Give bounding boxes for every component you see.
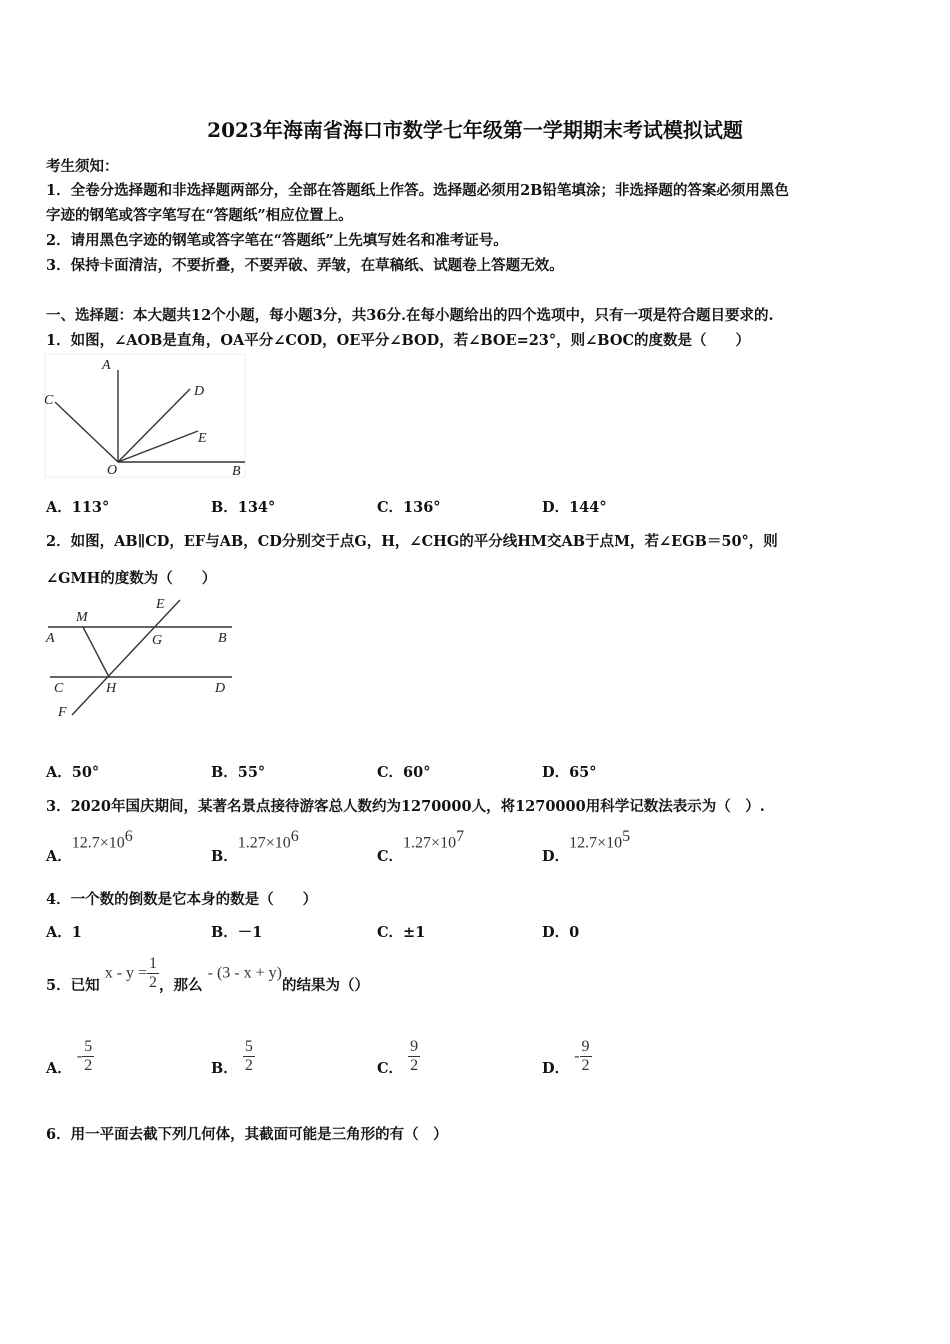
q6-stem: 6．用一平面去截下列几何体，其截面可能是三角形的有（ ） bbox=[46, 1126, 448, 1143]
q2-label-b: B bbox=[218, 631, 227, 646]
q5-cond-num: 1 bbox=[149, 955, 158, 972]
q3-option-d[interactable] bbox=[542, 828, 631, 866]
q5-prefix: 5．已知 bbox=[46, 977, 100, 994]
q2-label-h: H bbox=[106, 681, 117, 696]
q5-cond-den: 2 bbox=[149, 974, 158, 991]
q2-label-f: F bbox=[58, 705, 67, 720]
q3-option-c[interactable] bbox=[377, 828, 465, 866]
q5-option-c-fraction bbox=[408, 1038, 420, 1075]
notice-line3: 3．保持卡面清洁，不要折叠，不要弄破、弄皱，在草稿纸、试题卷上答题无效。 bbox=[46, 257, 564, 274]
notice-line2: 2．请用黑色字迹的钢笔或答字笔在“答题纸”上先填写姓名和准考证号。 bbox=[46, 232, 508, 249]
q3-option-c-exp: 7 bbox=[456, 828, 465, 845]
q3-option-a[interactable] bbox=[46, 828, 133, 866]
q1-label-c: C bbox=[44, 393, 54, 408]
q1-label-b: B bbox=[232, 464, 241, 479]
q5-option-c-label: C． bbox=[377, 1060, 404, 1077]
q5-stem bbox=[46, 955, 369, 992]
q5-option-d-fraction bbox=[580, 1038, 592, 1075]
q1-label-d: D bbox=[194, 384, 205, 399]
q3-option-c-label: C． bbox=[377, 848, 404, 866]
q2-figure bbox=[40, 590, 240, 722]
q5-option-d-label: D． bbox=[542, 1060, 570, 1077]
line-ef bbox=[72, 600, 180, 715]
q2-label-d: D bbox=[215, 681, 226, 696]
q1-figure bbox=[40, 352, 250, 480]
q2-option-d[interactable]: D．65° bbox=[542, 764, 597, 781]
q5-option-a[interactable] bbox=[46, 1038, 94, 1075]
q2-label-a: A bbox=[46, 631, 55, 646]
q2-label-g: G bbox=[152, 633, 163, 648]
q5-option-b-label: B． bbox=[211, 1060, 238, 1077]
q2-label-c: C bbox=[54, 681, 64, 696]
q5-option-c[interactable] bbox=[377, 1038, 420, 1075]
q3-option-b-mantissa: 1.27×10 bbox=[237, 834, 291, 852]
q4-option-a[interactable]: A．1 bbox=[46, 924, 82, 941]
guide bbox=[108, 627, 110, 677]
q3-option-c-mantissa: 1.27×10 bbox=[403, 834, 457, 852]
q5-middle: ，那么 bbox=[159, 977, 203, 994]
q2-option-a[interactable]: A．50° bbox=[46, 764, 100, 781]
notice-heading: 考生须知： bbox=[46, 158, 119, 175]
ray-oe bbox=[118, 431, 198, 462]
q5-option-b[interactable] bbox=[211, 1038, 255, 1075]
q2-label-e: E bbox=[156, 597, 165, 612]
page-title: 2023年海南省海口市数学七年级第一学期期末考试模拟试题 bbox=[207, 118, 743, 142]
q2-stem-line2: ∠GMH的度数为（ ） bbox=[46, 570, 217, 587]
notice-line1b: 字迹的钢笔或答字笔写在“答题纸”相应位置上。 bbox=[46, 207, 353, 224]
ray-oc bbox=[55, 402, 118, 462]
q3-option-a-mantissa: 12.7×10 bbox=[71, 834, 125, 852]
q5-b-num: 5 bbox=[244, 1038, 253, 1055]
q5-d-den: 2 bbox=[581, 1057, 590, 1074]
q1-figure-frame bbox=[45, 354, 245, 477]
q5-suffix: 的结果为（） bbox=[281, 977, 369, 994]
q1-label-e: E bbox=[198, 431, 207, 446]
q5-b-den: 2 bbox=[244, 1057, 253, 1074]
q1-label-a: A bbox=[102, 358, 111, 373]
q1-option-a[interactable]: A．113° bbox=[46, 499, 110, 516]
q3-option-b-exp: 6 bbox=[290, 828, 299, 845]
q3-option-a-exp: 6 bbox=[124, 828, 133, 845]
q5-option-d-sign: - bbox=[574, 1047, 580, 1065]
q1-option-d[interactable]: D．144° bbox=[542, 499, 607, 516]
q3-option-d-mantissa: 12.7×10 bbox=[569, 834, 623, 852]
q3-option-b-label: B． bbox=[211, 848, 238, 866]
q3-option-a-label: A． bbox=[46, 848, 72, 866]
q4-option-b[interactable]: B．－1 bbox=[211, 924, 263, 941]
q5-option-b-fraction bbox=[243, 1038, 255, 1075]
q5-d-num: 9 bbox=[581, 1038, 590, 1055]
q5-option-d[interactable] bbox=[542, 1038, 592, 1075]
q1-option-b[interactable]: B．134° bbox=[211, 499, 276, 516]
q3-option-d-label: D． bbox=[542, 848, 570, 866]
q2-option-b[interactable]: B．55° bbox=[211, 764, 266, 781]
line-hm bbox=[83, 627, 109, 677]
q5-condition-lhs: x - y = bbox=[104, 964, 148, 982]
q1-stem: 1．如图，∠AOB是直角，OA平分∠COD，OE平分∠BOD，若∠BOE=23°，则∠BOC的度数是（ ） bbox=[46, 332, 750, 349]
q1-option-c[interactable]: C．136° bbox=[377, 499, 441, 516]
q5-condition-fraction bbox=[147, 955, 159, 992]
q2-label-m: M bbox=[76, 610, 88, 625]
q5-c-den: 2 bbox=[410, 1057, 419, 1074]
q5-expression: - (3 - x + y) bbox=[207, 964, 282, 982]
q5-option-a-label: A． bbox=[46, 1060, 72, 1077]
q5-option-a-sign: - bbox=[76, 1047, 83, 1065]
q4-option-c[interactable]: C．±1 bbox=[377, 924, 426, 941]
notice-line1a: 1．全卷分选择题和非选择题两部分，全部在答题纸上作答。选择题必须用2B铅笔填涂；非选择题的答案必须用黑色 bbox=[46, 182, 789, 199]
q3-option-d-exp: 5 bbox=[622, 828, 631, 845]
q4-option-d[interactable]: D．0 bbox=[542, 924, 580, 941]
q5-c-num: 9 bbox=[410, 1038, 419, 1055]
q2-stem-line1: 2．如图，AB∥CD，EF与AB，CD分别交于点G，H，∠CHG的平分线HM交AB于点M，若∠EGB＝50°，则 bbox=[46, 533, 778, 550]
q5-a-den: 2 bbox=[84, 1057, 93, 1074]
q3-option-b[interactable] bbox=[211, 828, 299, 866]
q2-option-c[interactable]: C．60° bbox=[377, 764, 431, 781]
ray-od bbox=[118, 389, 190, 462]
q5-option-a-fraction bbox=[82, 1038, 94, 1075]
q1-label-o: O bbox=[107, 463, 118, 478]
q5-a-num: 5 bbox=[84, 1038, 93, 1055]
section-heading: 一、选择题：本大题共12个小题，每小题3分，共36分.在每小题给出的四个选项中，只有一项是符合题目要求的. bbox=[46, 307, 774, 324]
q3-stem: 3．2020年国庆期间，某著名景点接待游客总人数约为1270000人，将1270000用科学记数法表示为（ ）. bbox=[46, 798, 765, 815]
q4-stem: 4．一个数的倒数是它本身的数是（ ） bbox=[46, 891, 318, 908]
